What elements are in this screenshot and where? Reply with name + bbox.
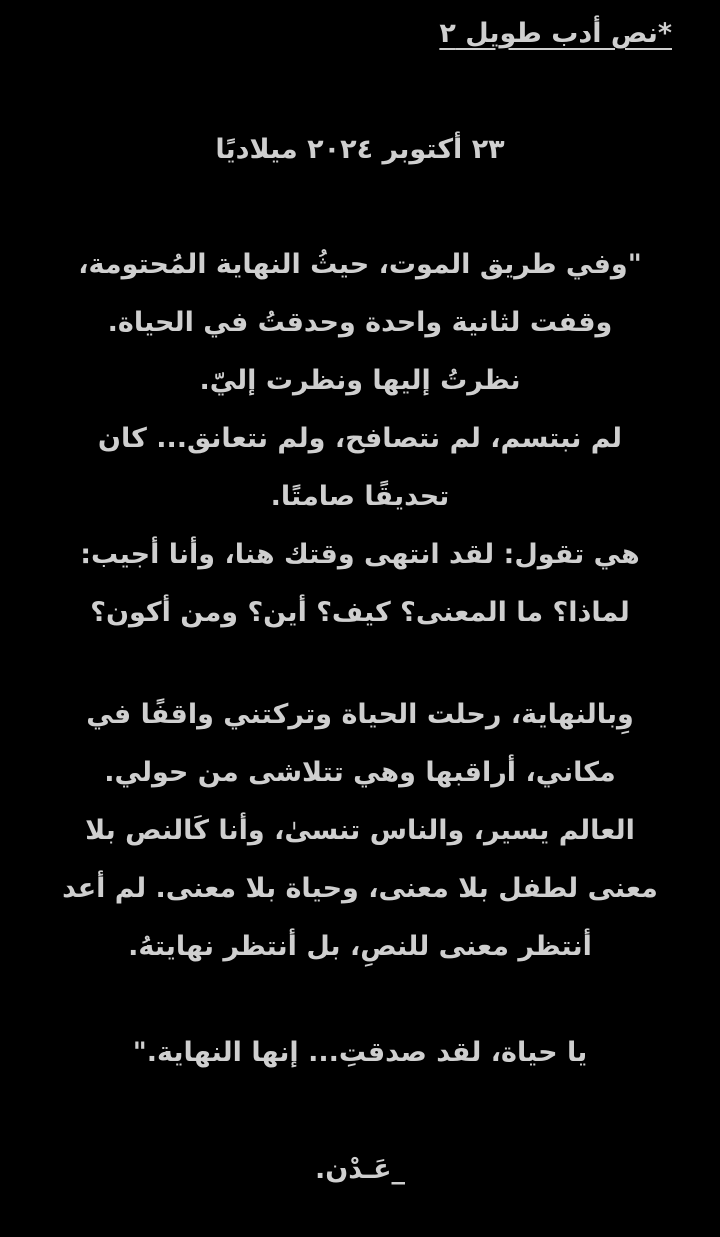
text-line: أنتظر معنى للنصِ، بل أنتظر نهايتهُ. [128, 931, 592, 962]
text-line: نظرتُ إليها ونظرت إليّ. [199, 365, 521, 396]
paragraph-2 [40, 686, 680, 976]
text-line: وِبالنهاية، رحلت الحياة وتركتني واقفًا في [86, 699, 634, 730]
text-line: "وفي طريق الموت، حيثُ النهاية المُحتومة، [78, 249, 642, 280]
text-line: هي تقول: لقد انتهى وقتك هنا، وأنا أجيب: [80, 539, 640, 570]
text-line: لم نبتسم، لم نتصافح، ولم نتعانق... كان [97, 423, 623, 454]
text-line: تحديقًا صامتًا. [270, 481, 450, 512]
text-line: يا حياة، لقد صدقتِ... إنها النهاية." [132, 1037, 588, 1068]
signature: _عَـدْن. [314, 1154, 406, 1185]
text-line: العالم يسير، والناس تنسىٰ، وأنا كَالنص بلا [85, 815, 635, 846]
closing-line [40, 1024, 680, 1082]
text-line: لماذا؟ ما المعنى؟ كيف؟ أين؟ ومن أكون؟ [90, 597, 630, 628]
text-line: معنى لطفل بلا معنى، وحياة بلا معنى. لم أعد [62, 873, 658, 904]
text-line: مكاني، أراقبها وهي تتلاشى من حولي. [104, 757, 616, 788]
document-title: *نص أدب طويل ٢ [439, 18, 672, 49]
document-date: ٢٣ أكتوبر ٢٠٢٤ ميلاديًا [215, 134, 505, 165]
paragraph-1 [40, 236, 680, 642]
text-line: وقفت لثانية واحدة وحدقتُ في الحياة. [107, 307, 613, 338]
